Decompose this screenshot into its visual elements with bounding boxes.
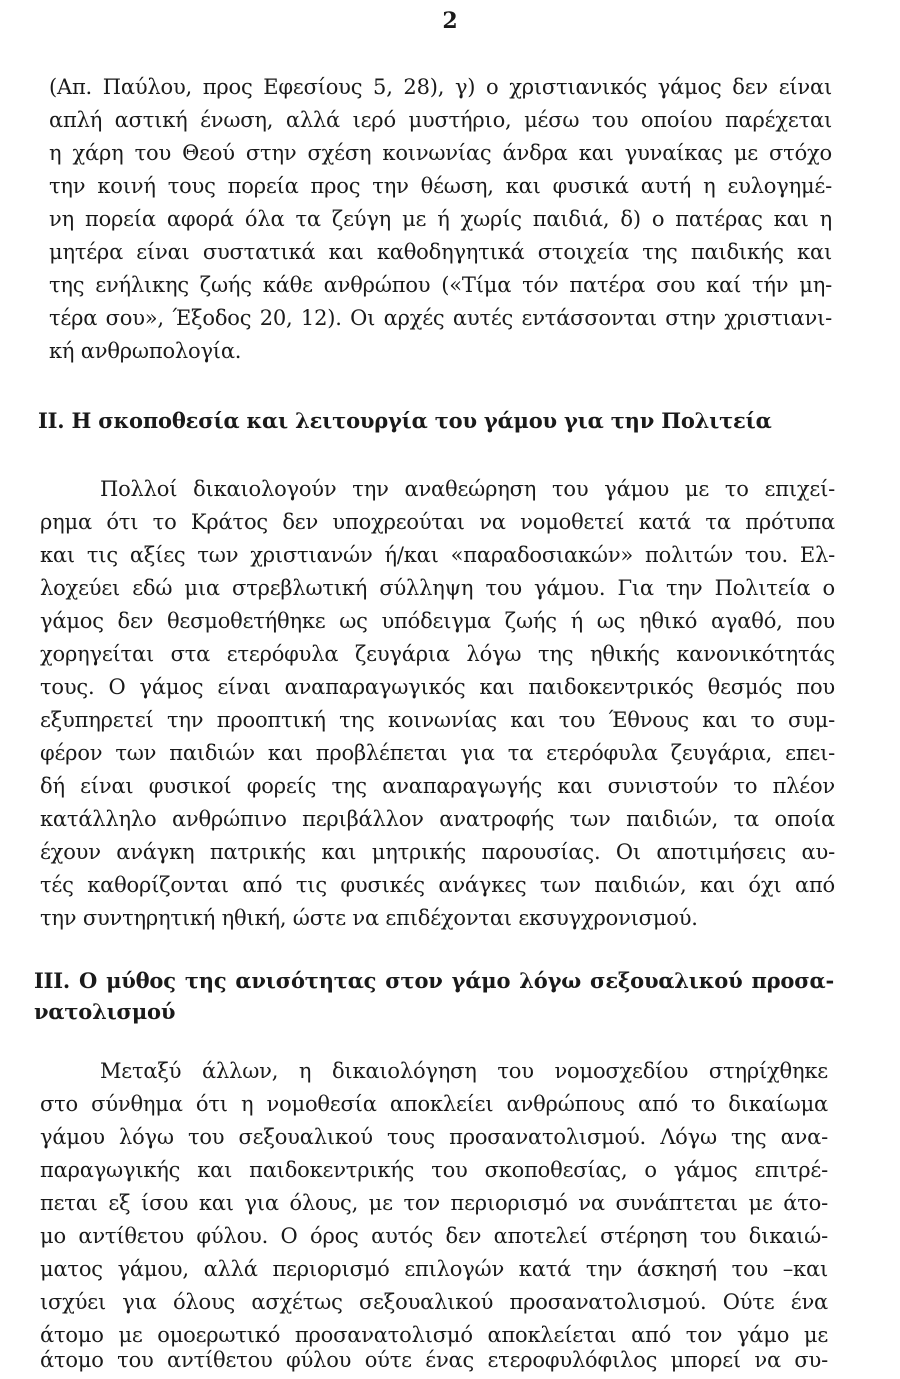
text-line: χορηγείται στα ετερόφυλα ζευγάρια λόγω της ηθικής κανονικότητάς bbox=[40, 642, 835, 666]
text-line: μητέρα είναι συστατικά και καθοδηγητικά στοιχεία της παιδικής και bbox=[49, 240, 832, 264]
text-line: Πολλοί δικαιολογούν την αναθεώρηση του γάμου με το επιχεί- bbox=[100, 477, 835, 501]
text-line: μο αντίθετου φύλου. Ο όρος αυτός δεν αποτελεί στέρηση του δικαιώ- bbox=[40, 1224, 828, 1248]
text-line: της ενήλικης ζωής κάθε ανθρώπου («Τίμα τόν πατέρα σου καί τήν μη- bbox=[49, 273, 832, 297]
text-line: παραγωγικής και παιδοκεντρικής του σκοποθεσίας, ο γάμος επιτρέ- bbox=[40, 1158, 828, 1182]
text-line: άτομο του αντίθετου φύλου ούτε ένας ετεροφυλόφιλος μπορεί να συ- bbox=[40, 1348, 828, 1372]
text-line: ισχύει για όλους ασχέτως σεξουαλικού προσανατολισμού. Ούτε ένα bbox=[40, 1290, 828, 1314]
text-line: Μεταξύ άλλων, η δικαιολόγηση του νομοσχεδίου στηρίχθηκε bbox=[100, 1059, 828, 1083]
text-line: απλή αστική ένωση, αλλά ιερό μυστήριο, μέσω του οποίου παρέχεται bbox=[49, 108, 832, 132]
text-line: την συντηρητική ηθική, ώστε να επιδέχονται εκσυγχρονισμού. bbox=[40, 906, 698, 930]
text-line: τέρα σου», Έξοδος 20, 12). Οι αρχές αυτές εντάσσονται στην χριστιανι- bbox=[49, 306, 832, 330]
text-line: (Απ. Παύλου, προς Εφεσίους 5, 28), γ) ο χριστιανικός γάμος δεν είναι bbox=[49, 75, 832, 99]
text-line: ρημα ότι το Κράτος δεν υποχρεούται να νομοθετεί κατά τα πρότυπα bbox=[40, 510, 835, 534]
text-line: γάμος δεν θεσμοθετήθηκε ως υπόδειγμα ζωής ή ως ηθικό αγαθό, που bbox=[40, 609, 835, 633]
text-line: πεται εξ ίσου και για όλους, με τον περιορισμό να συνάπτεται με άτο- bbox=[40, 1191, 828, 1215]
text-line: τές καθορίζονται από τις φυσικές ανάγκες των παιδιών, και όχι από bbox=[40, 873, 835, 897]
text-line: νη πορεία αφορά όλα τα ζεύγη με ή χωρίς παιδιά, δ) ο πατέρας και η bbox=[49, 207, 832, 231]
heading-line: III. Ο μύθος της ανισότητας στον γάμο λόγω σεξουαλικού προσα- bbox=[34, 968, 834, 993]
text-line: κή ανθρωπολογία. bbox=[49, 339, 242, 363]
text-line: φέρον των παιδιών και προβλέπεται για τα ετερόφυλα ζευγάρια, επει- bbox=[40, 741, 835, 765]
text-line: στο σύνθημα ότι η νομοθεσία αποκλείει ανθρώπους από το δικαίωμα bbox=[40, 1092, 828, 1116]
text-line: κατάλληλο ανθρώπινο περιβάλλον ανατροφής των παιδιών, τα οποία bbox=[40, 807, 835, 831]
text-line: γάμου λόγω του σεξουαλικού τους προσανατολισμού. Λόγω της ανα- bbox=[40, 1125, 828, 1149]
text-line: δή είναι φυσικοί φορείς της αναπαραγωγής και συνιστούν το πλέον bbox=[40, 774, 835, 798]
text-line: λοχεύει εδώ μια στρεβλωτική σύλληψη του γάμου. Για την Πολιτεία ο bbox=[40, 576, 835, 600]
section-heading: II. Η σκοποθεσία και λειτουργία του γάμου για την Πολιτεία bbox=[38, 408, 772, 433]
text-line: τους. Ο γάμος είναι αναπαραγωγικός και παιδοκεντρικός θεσμός που bbox=[40, 675, 835, 699]
text-line: την κοινή τους πορεία προς την θέωση, και φυσικά αυτή η ευλογημέ- bbox=[49, 174, 832, 198]
text-line: έχουν ανάγκη πατρικής και μητρικής παρουσίας. Οι αποτιμήσεις αυ- bbox=[40, 840, 835, 864]
page-number: 2 bbox=[442, 8, 458, 34]
text-line: και τις αξίες των χριστιανών ή/και «παραδοσιακών» πολιτών του. Ελ- bbox=[40, 543, 835, 567]
text-line: άτομο με ομοερωτικό προσανατολισμό αποκλείεται από τον γάμο με bbox=[40, 1323, 828, 1347]
text-line: εξυπηρετεί την προοπτική της κοινωνίας και του Έθνους και το συμ- bbox=[40, 708, 835, 732]
heading-line: νατολισμού bbox=[34, 999, 176, 1024]
text-line: ματος γάμου, αλλά περιορισμό επιλογών κατά την άσκησή του –και bbox=[40, 1257, 828, 1281]
text-line: η χάρη του Θεού στην σχέση κοινωνίας άνδρα και γυναίκας με στόχο bbox=[49, 141, 832, 165]
